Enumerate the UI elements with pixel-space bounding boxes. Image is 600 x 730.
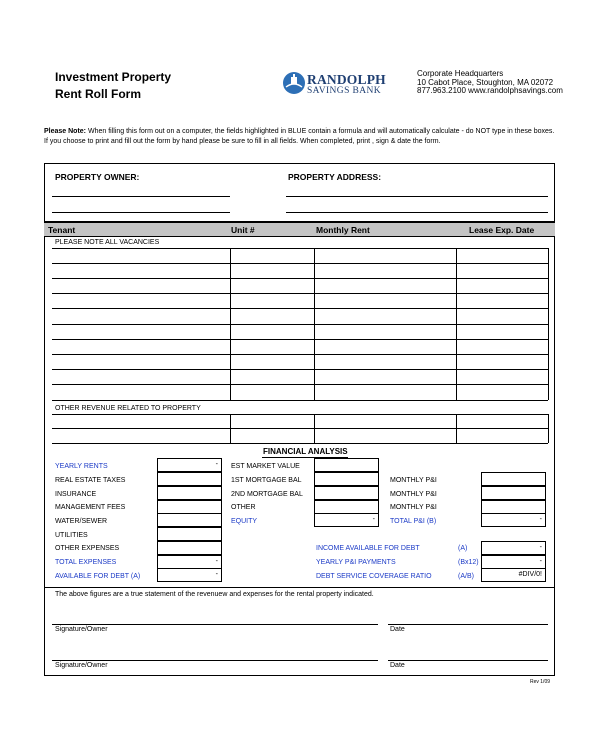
vacancies-note: PLEASE NOTE ALL VACANCIES (55, 239, 160, 246)
row-line[interactable] (52, 293, 548, 294)
fa-other-label: OTHER (231, 504, 256, 511)
property-owner-label: PROPERTY OWNER: (55, 172, 140, 182)
date-label-2: Date (390, 662, 405, 669)
fa-yearly-pi-box[interactable]: - (481, 555, 546, 569)
fa-utilities-label: UTILITIES (55, 532, 88, 539)
signature-owner-label-1: Signature/Owner (55, 626, 108, 633)
fa-monthly-pi-3-box[interactable] (481, 500, 546, 514)
fa-real-estate-taxes-box[interactable] (157, 472, 222, 486)
address-line-2[interactable] (286, 212, 548, 213)
signature-line-2[interactable] (52, 660, 378, 661)
other-revenue-label: OTHER REVENUE RELATED TO PROPERTY (55, 405, 201, 412)
row-line[interactable] (52, 248, 548, 249)
fa-water-sewer-label: WATER/SEWER (55, 518, 108, 525)
note-label: Please Note: (44, 128, 87, 135)
hq-line1: Corporate Headquarters (417, 69, 504, 78)
form-title-line1: Investment Property (55, 70, 172, 84)
revision-label: Rev 1/09 (530, 679, 551, 685)
fa-income-available-mult: (A) (458, 545, 468, 552)
fa-available-for-debt-label: AVAILABLE FOR DEBT (A) (55, 573, 141, 580)
address-line-1[interactable] (286, 196, 548, 197)
fa-est-market-value-label: EST MARKET VALUE (231, 463, 300, 470)
owner-line-1[interactable] (52, 196, 230, 197)
fa-total-pi-box[interactable]: - (481, 513, 546, 527)
fa-yearly-rents-box[interactable]: - (157, 458, 222, 472)
fa-utilities-box[interactable] (157, 527, 222, 541)
fa-available-for-debt-box[interactable]: - (157, 568, 222, 582)
fa-equity-label: EQUITY (231, 518, 258, 525)
fa-total-expenses-box[interactable]: - (157, 555, 222, 569)
statement-divider (44, 587, 555, 588)
fa-monthly-pi-2-box[interactable] (481, 486, 546, 500)
fa-yearly-rents-label: YEARLY RENTS (55, 463, 108, 470)
note-text: When filling this form out on a computer, the fields highlighted in BLUE contain a formula and will automatically calculate - do NOT type in these boxes. If you choose to print and fill out the form by hand please be sure to fill in all fields. When completed, print , sign & date the form. (44, 128, 555, 145)
signature-owner-label-2: Signature/Owner (55, 662, 108, 669)
fa-monthly-pi-3-label: MONTHLY P&I (390, 504, 437, 511)
financial-analysis-title: FINANCIAL ANALYSIS (263, 447, 348, 456)
fa-equity-box[interactable]: - (314, 513, 379, 527)
grid-v4b (548, 414, 549, 443)
date-line-1[interactable] (388, 624, 548, 625)
col-monthly-rent: Monthly Rent (316, 225, 370, 235)
hq-line3: 877.963.2100 www.randolphsavings.com (417, 86, 563, 95)
fa-other-expenses-box[interactable] (157, 541, 222, 555)
bank-name: RANDOLPH (307, 72, 386, 87)
row-line[interactable] (52, 384, 548, 385)
bank-logo-icon (282, 71, 306, 95)
date-label-1: Date (390, 626, 405, 633)
signature-line-1[interactable] (52, 624, 378, 625)
row-line[interactable] (52, 354, 548, 355)
fa-income-available-label: INCOME AVAILABLE FOR DEBT (316, 545, 420, 552)
fa-total-expenses-label: TOTAL EXPENSES (55, 559, 117, 566)
fa-real-estate-taxes-label: REAL ESTATE TAXES (55, 477, 126, 484)
row-line[interactable] (52, 324, 548, 325)
revenue-row-line[interactable] (52, 443, 548, 444)
row-line[interactable] (52, 369, 548, 370)
owner-line-2[interactable] (52, 212, 230, 213)
property-address-label: PROPERTY ADDRESS: (288, 172, 382, 182)
fa-yearly-pi-mult: (Bx12) (458, 559, 479, 566)
fa-income-available-box[interactable]: - (481, 541, 546, 555)
fa-yearly-pi-payments-label: YEARLY P&I PAYMENTS (316, 559, 396, 566)
col-lease-exp: Lease Exp. Date (469, 225, 535, 235)
revenue-row-line[interactable] (52, 428, 548, 429)
fa-2nd-mortgage-label: 2ND MORTGAGE BAL (231, 491, 303, 498)
col-tenant: Tenant (48, 225, 76, 235)
fa-insurance-label: INSURANCE (55, 491, 97, 498)
fa-dscr-label: DEBT SERVICE COVERAGE RATIO (316, 573, 432, 580)
row-line[interactable] (52, 339, 548, 340)
fa-monthly-pi-1-box[interactable] (481, 472, 546, 486)
row-line[interactable] (52, 308, 548, 309)
col-unit: Unit # (231, 225, 255, 235)
fa-1st-mortgage-box[interactable] (314, 472, 379, 486)
fa-other-box[interactable] (314, 500, 379, 514)
date-line-2[interactable] (388, 660, 548, 661)
fa-dscr-mult: (A/B) (458, 573, 474, 580)
fa-management-fees-box[interactable] (157, 500, 222, 514)
fa-management-fees-label: MANAGEMENT FEES (55, 504, 126, 511)
fa-monthly-pi-1-label: MONTHLY P&I (390, 477, 437, 484)
hq-line2: 10 Cabot Place, Stoughton, MA 02072 (417, 78, 554, 87)
grid-v4 (548, 248, 549, 400)
row-line[interactable] (52, 263, 548, 264)
fa-other-expenses-label: OTHER EXPENSES (55, 545, 120, 552)
fa-2nd-mortgage-box[interactable] (314, 486, 379, 500)
fa-total-pi-label: TOTAL P&I (B) (390, 518, 437, 525)
form-title-line2: Rent Roll Form (55, 87, 141, 101)
fa-est-market-value-box[interactable] (314, 458, 379, 472)
row-line[interactable] (52, 278, 548, 279)
fa-insurance-box[interactable] (157, 486, 222, 500)
true-statement: The above figures are a true statement of the revenuew and expenses for the rental property indicated. (55, 591, 374, 598)
row-line[interactable] (52, 400, 548, 401)
fa-monthly-pi-2-label: MONTHLY P&I (390, 491, 437, 498)
fa-1st-mortgage-label: 1ST MORTGAGE BAL (231, 477, 302, 484)
revenue-row-line[interactable] (52, 414, 548, 415)
bank-subtitle: SAVINGS BANK (307, 86, 382, 96)
please-note (44, 127, 559, 147)
fa-water-sewer-box[interactable] (157, 513, 222, 527)
fa-dscr-box[interactable]: #DIV/0! (481, 568, 546, 582)
rent-table-header (44, 221, 555, 237)
